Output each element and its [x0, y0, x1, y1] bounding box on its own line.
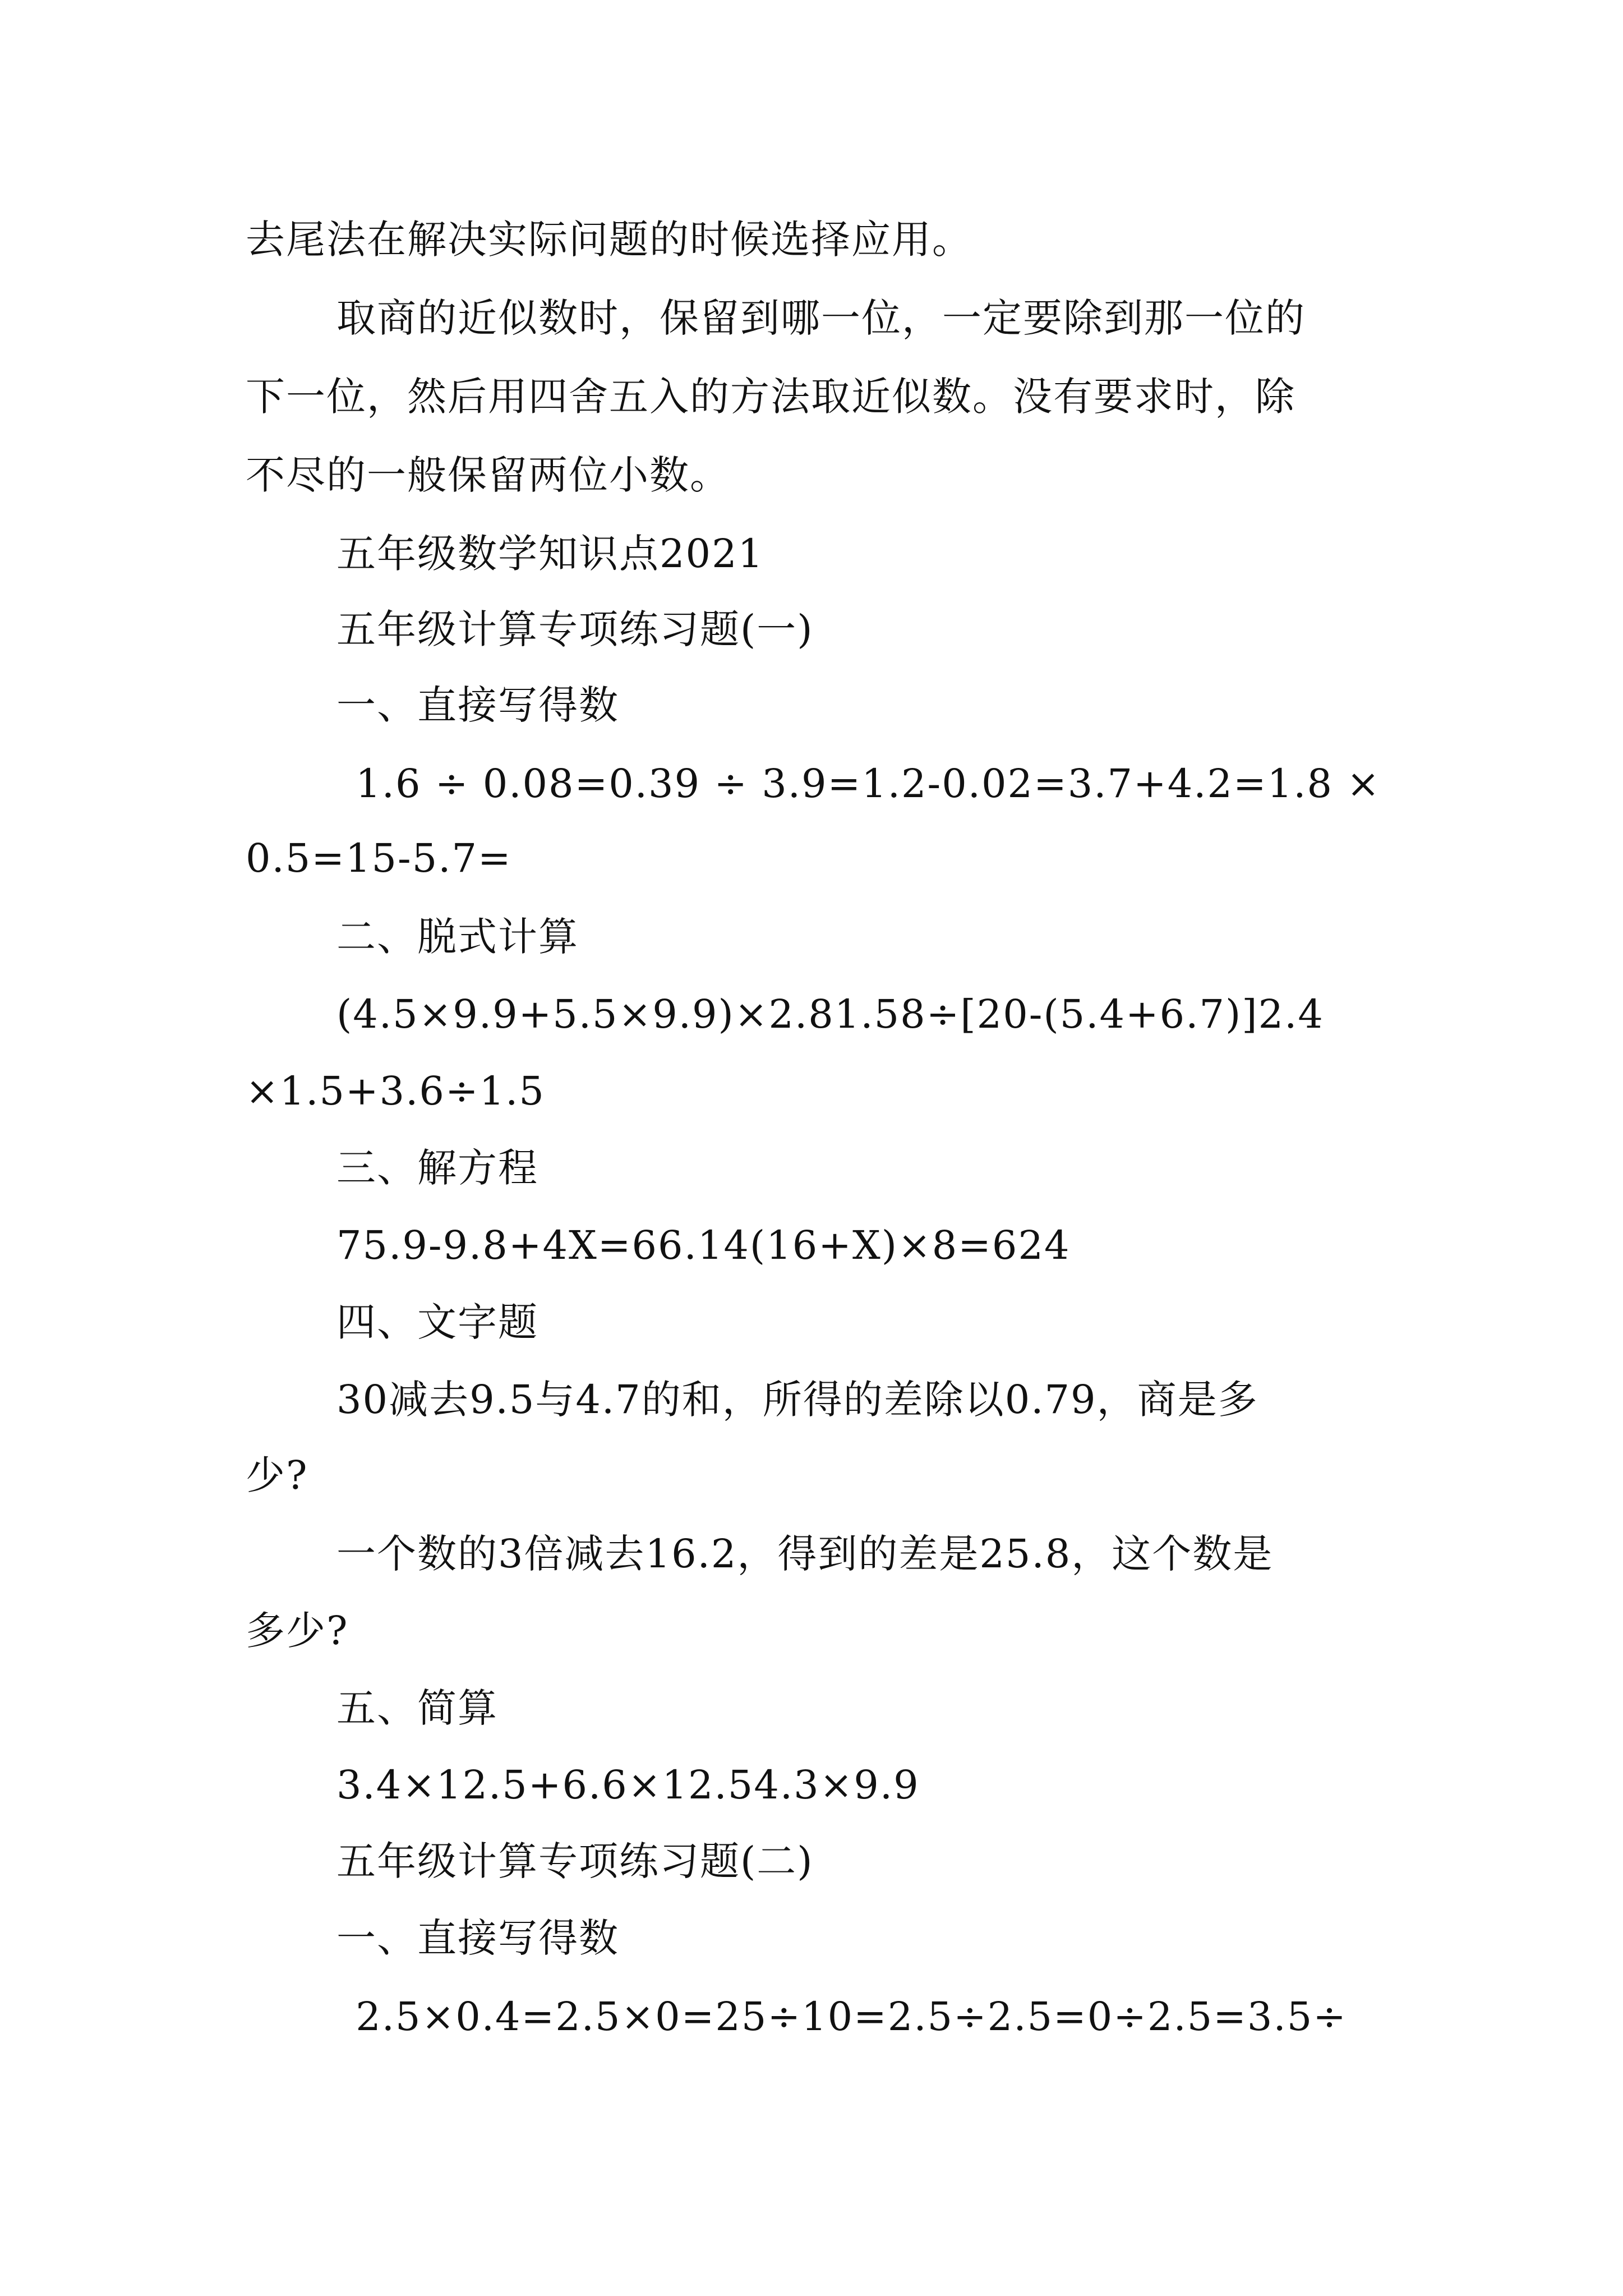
- text-line: 30减去9.5与4.7的和，所得的差除以0.79，商是多: [336, 1377, 1258, 1423]
- subsection-heading: 一、直接写得数: [336, 1915, 619, 1961]
- text-line: 去尾法在解决实际问题的时候选择应用。: [246, 217, 972, 263]
- subsection-heading: 五、简算: [336, 1685, 498, 1731]
- section-heading: 五年级计算专项练习题(二): [336, 1838, 814, 1884]
- section-heading: 五年级计算专项练习题(一): [336, 606, 814, 652]
- text-line: 不尽的一般保留两位小数。: [246, 452, 730, 498]
- math-line: (4.5×9.9+5.5×9.9)×2.81.58÷[20-(5.4+6.7)]2.4: [336, 991, 1324, 1037]
- text-line: 取商的近似数时，保留到哪一位，一定要除到那一位的: [336, 295, 1306, 341]
- math-line: 0.5=15-5.7=: [246, 835, 512, 881]
- text-line: 一个数的3倍减去16.2，得到的差是25.8，这个数是: [336, 1531, 1274, 1577]
- math-line: 3.4×12.5+6.6×12.54.3×9.9: [336, 1762, 920, 1808]
- math-line: ×1.5+3.6÷1.5: [246, 1068, 545, 1114]
- subsection-heading: 三、解方程: [336, 1145, 538, 1191]
- text-line: 少?: [246, 1452, 308, 1498]
- text-line: 五年级数学知识点2021: [336, 531, 764, 577]
- subsection-heading: 二、脱式计算: [336, 914, 579, 960]
- math-line: 1.6 ÷ 0.08=0.39 ÷ 3.9=1.2-0.02=3.7+4.2=1.8 ×: [342, 761, 1381, 807]
- text-line: 下一位，然后用四舍五入的方法取近似数。没有要求时，除: [246, 374, 1295, 420]
- math-line: 75.9-9.8+4X=66.14(16+X)×8=624: [336, 1222, 1071, 1268]
- math-line: 2.5×0.4=2.5×0=25÷10=2.5÷2.5=0÷2.5=3.5÷: [342, 1994, 1347, 2040]
- subsection-heading: 四、文字题: [336, 1299, 538, 1345]
- text-line: 多少?: [246, 1608, 349, 1654]
- subsection-heading: 一、直接写得数: [336, 682, 619, 728]
